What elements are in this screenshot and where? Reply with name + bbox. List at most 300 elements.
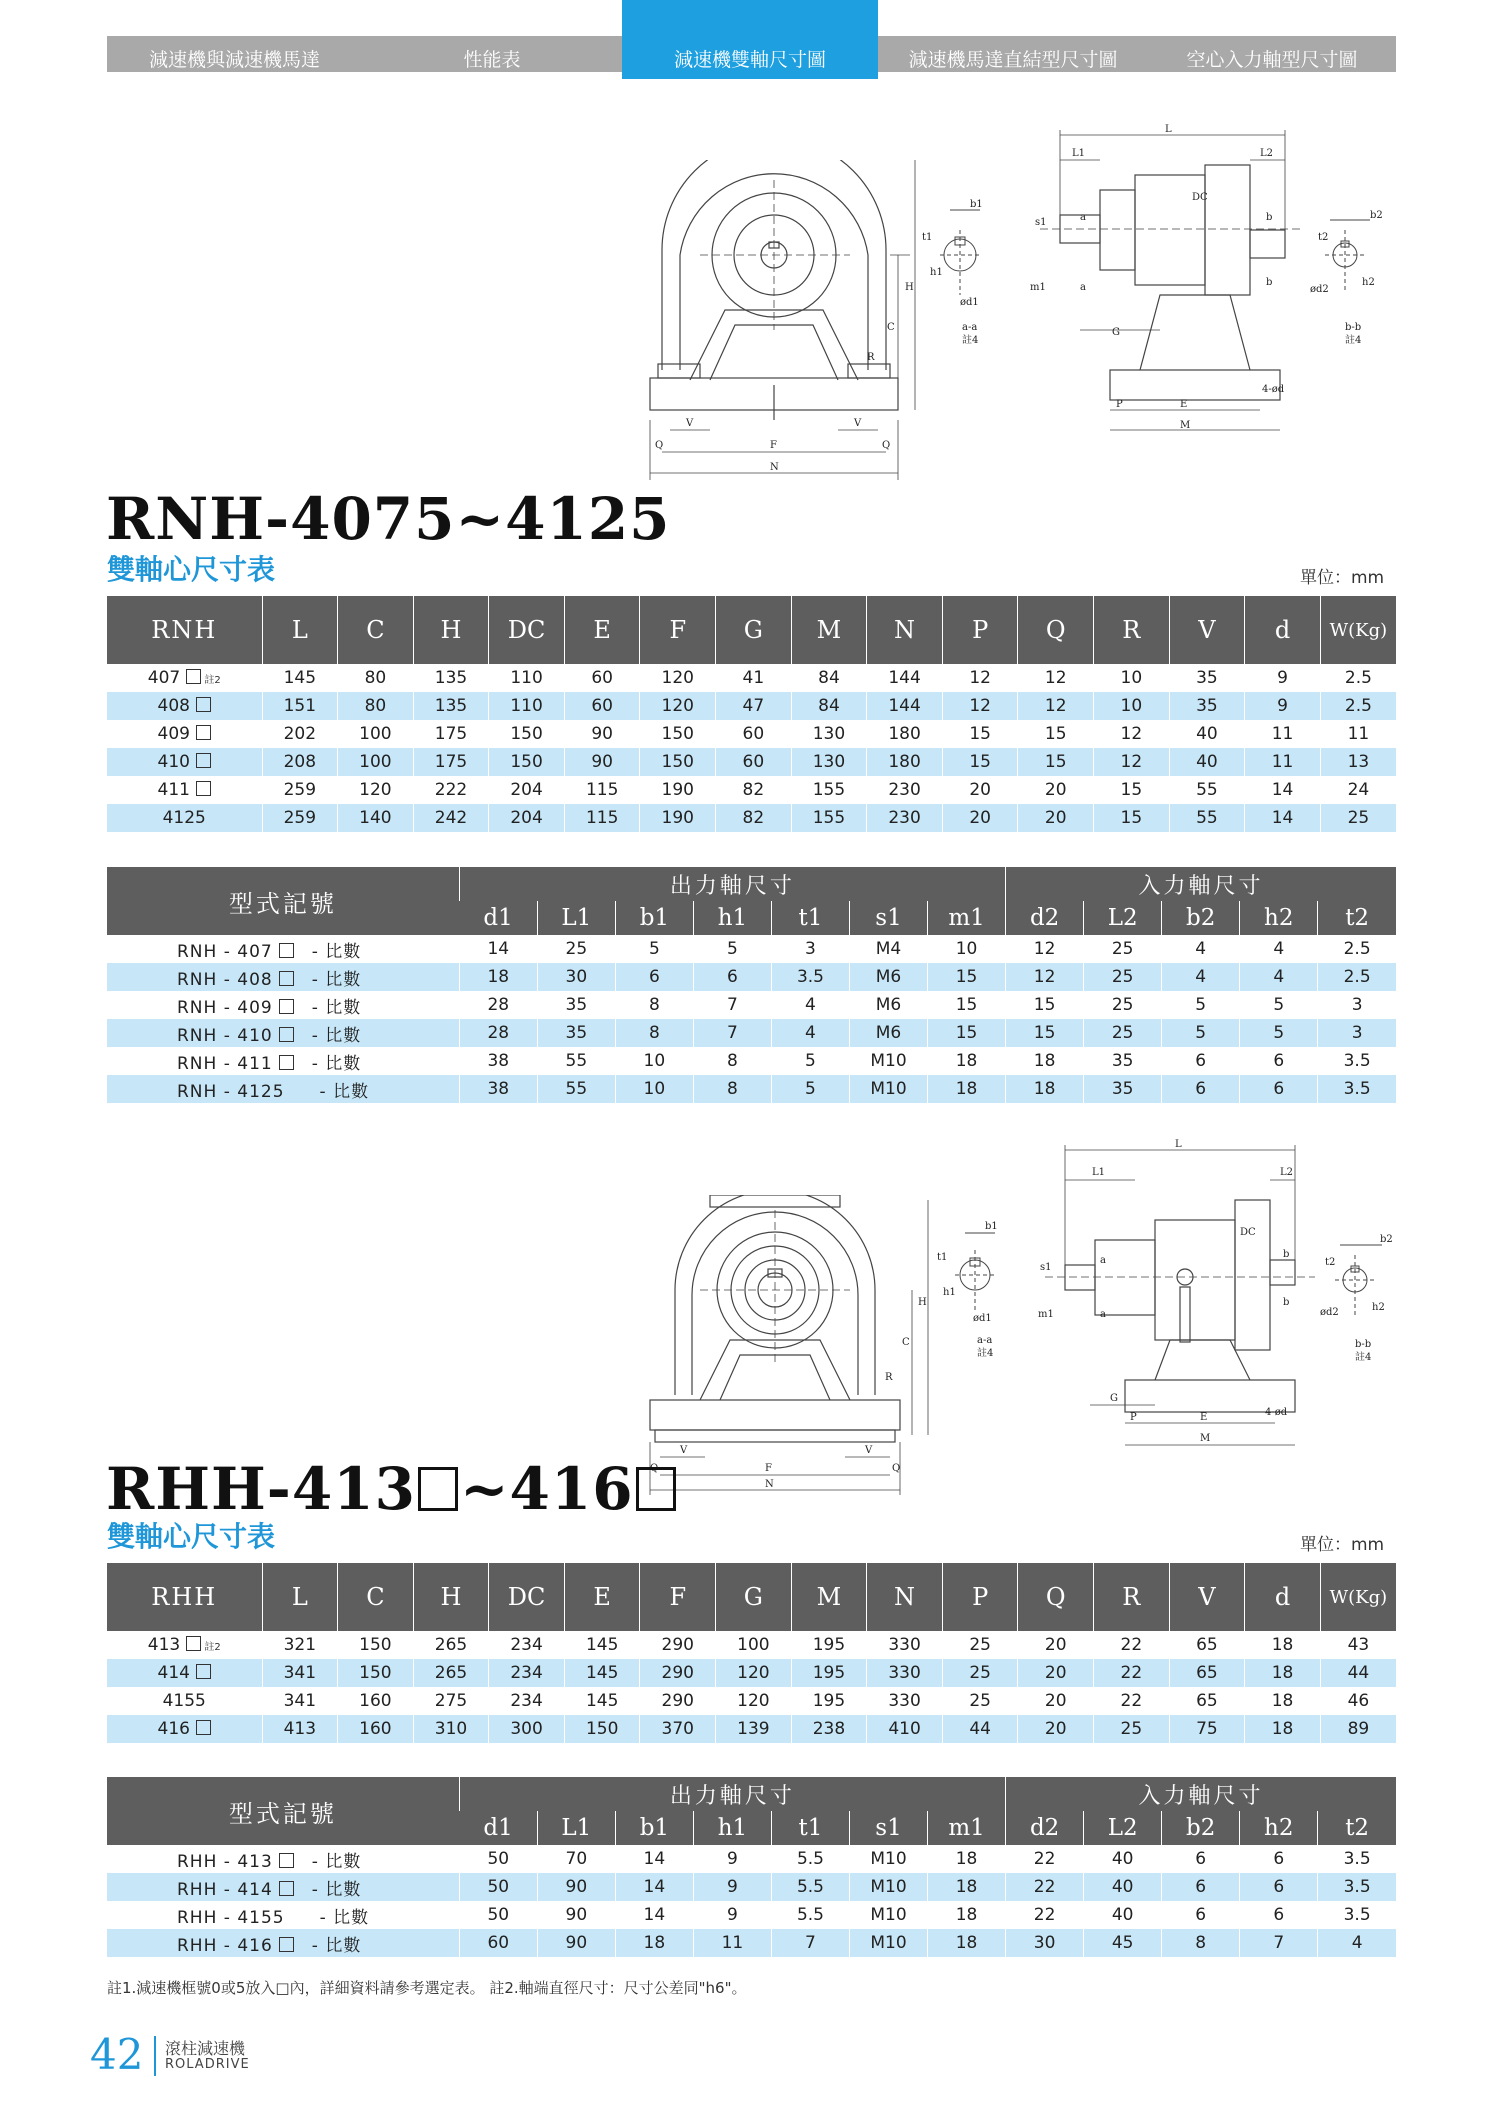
dim-label-b1: b1 (970, 199, 983, 210)
value-cell: 25 (942, 1687, 1018, 1715)
dim-label-v-right: V (854, 418, 862, 429)
column-header: H (413, 1563, 489, 1631)
value-cell: 410 (867, 1715, 943, 1743)
column-header: h1 (693, 1811, 771, 1845)
value-cell: 60 (716, 720, 792, 748)
value-cell: M6 (849, 991, 927, 1019)
note4-aa: 註4 (962, 335, 979, 346)
column-header: m1 (928, 901, 1006, 935)
type-code-suffix: - 比數 (311, 997, 362, 1018)
value-cell: 300 (489, 1715, 565, 1743)
value-cell: 18 (1245, 1659, 1321, 1687)
value-cell: 3.5 (1318, 1845, 1396, 1873)
value-cell: 2.5 (1318, 935, 1396, 963)
value-cell: 259 (262, 776, 338, 804)
dim-label-b-top: b (1266, 212, 1273, 223)
value-cell: 30 (537, 963, 615, 991)
model-cell (107, 1631, 262, 1659)
model-number: 414 (157, 1663, 190, 1683)
value-cell: 47 (716, 692, 792, 720)
value-cell: 35 (537, 991, 615, 1019)
value-cell: 40 (1084, 1845, 1162, 1873)
value-cell: 2.5 (1318, 963, 1396, 991)
value-cell: 160 (338, 1687, 414, 1715)
placeholder-box-icon (279, 1853, 294, 1868)
value-cell: 25 (1084, 963, 1162, 991)
value-cell: 18 (1245, 1631, 1321, 1659)
dim-label-r: R (867, 352, 875, 363)
column-header: V (1169, 596, 1245, 664)
section-label-aa: a-a (977, 1335, 993, 1346)
value-cell: 84 (791, 692, 867, 720)
column-header: P (942, 1563, 1018, 1631)
value-cell: 22 (1006, 1873, 1084, 1901)
value-cell: 190 (640, 776, 716, 804)
value-cell: 12 (1018, 664, 1094, 692)
footnote: 註1.減速機框號0或5放入□內，詳細資料請參考選定表。 註2.軸端直徑尺寸：尺寸公差同"h6"。 (107, 1979, 747, 1997)
value-cell: 40 (1084, 1901, 1162, 1929)
rnh-model-title: RNH-4075~4125 (106, 485, 671, 553)
tab-motor-direct-dimensions[interactable]: 減速機馬達直結型尺寸圖 (908, 49, 1118, 71)
column-header: DC (489, 596, 565, 664)
value-cell: 14 (615, 1873, 693, 1901)
table-row (107, 1715, 1396, 1743)
type-code-prefix: RHH - 413 (177, 1851, 273, 1872)
value-cell: 15 (1006, 991, 1084, 1019)
value-cell: 15 (942, 720, 1018, 748)
value-cell: 6 (615, 963, 693, 991)
value-cell: 370 (640, 1715, 716, 1743)
value-cell: 70 (537, 1845, 615, 1873)
type-code-suffix: - 比數 (311, 1025, 362, 1046)
model-cell (107, 748, 262, 776)
value-cell: 275 (413, 1687, 489, 1715)
value-cell: M10 (849, 1873, 927, 1901)
dim-label-h2: h2 (1372, 1302, 1385, 1313)
dim-label-s1: s1 (1040, 1262, 1052, 1273)
value-cell: 46 (1320, 1687, 1396, 1715)
type-code-suffix: - 比數 (311, 1851, 362, 1872)
value-cell: 130 (791, 720, 867, 748)
model-number: 411 (157, 780, 190, 800)
type-code-prefix: RHH - 416 (177, 1935, 273, 1956)
model-number: 4155 (162, 1691, 206, 1711)
column-header: L2 (1084, 1811, 1162, 1845)
table-row (107, 748, 1396, 776)
column-header: t1 (771, 901, 849, 935)
value-cell: 55 (537, 1075, 615, 1103)
model-cell (107, 720, 262, 748)
column-header: R (1094, 596, 1170, 664)
column-header: E (564, 596, 640, 664)
column-header: N (867, 596, 943, 664)
table-row (107, 720, 1396, 748)
value-cell: 25 (1320, 804, 1396, 832)
table-group-header-row (107, 1777, 1396, 1811)
value-cell: 60 (716, 748, 792, 776)
placeholder-box-icon (196, 781, 211, 796)
value-cell: 35 (537, 1019, 615, 1047)
value-cell: 15 (1094, 776, 1170, 804)
dim-label-a-top: a (1080, 212, 1086, 223)
value-cell: 25 (942, 1659, 1018, 1687)
table-row (107, 991, 1396, 1019)
value-cell: 175 (413, 748, 489, 776)
value-cell: 4 (1162, 963, 1240, 991)
value-cell: 6 (1162, 1873, 1240, 1901)
rhh-dimension-table (107, 1563, 1396, 1743)
rhh-title-prefix: RHH-413 (106, 1455, 416, 1523)
model-number: 410 (157, 752, 190, 772)
value-cell: 55 (537, 1047, 615, 1075)
value-cell: 20 (1018, 1659, 1094, 1687)
value-cell: 35 (1084, 1047, 1162, 1075)
value-cell: 341 (262, 1659, 338, 1687)
value-cell: 90 (537, 1901, 615, 1929)
placeholder-box-icon (279, 971, 294, 986)
section-label-bb: b-b (1355, 1339, 1372, 1350)
type-code-cell (107, 1929, 459, 1957)
value-cell: 18 (928, 1873, 1006, 1901)
value-cell: 35 (1084, 1075, 1162, 1103)
dim-label-q-left: Q (650, 1463, 659, 1474)
model-cell (107, 804, 262, 832)
value-cell: 20 (1018, 804, 1094, 832)
output-shaft-header: 出力軸尺寸 (459, 1777, 1005, 1811)
value-cell: 5 (771, 1075, 849, 1103)
value-cell: 330 (867, 1659, 943, 1687)
table-row (107, 963, 1396, 991)
placeholder-box-icon (279, 1055, 294, 1070)
rhh-shaft-dimension-table (107, 1777, 1396, 1957)
value-cell: M6 (849, 1019, 927, 1047)
placeholder-box-icon (279, 1027, 294, 1042)
value-cell: 7 (1240, 1929, 1318, 1957)
column-header: M (791, 1563, 867, 1631)
column-header: h2 (1240, 1811, 1318, 1845)
column-header: b1 (615, 1811, 693, 1845)
value-cell: 84 (791, 664, 867, 692)
value-cell: 5 (1240, 991, 1318, 1019)
dim-label-v-left: V (686, 418, 694, 429)
model-number: 407 (147, 668, 181, 688)
value-cell: 11 (1320, 720, 1396, 748)
value-cell: 238 (791, 1715, 867, 1743)
dim-label-n: N (770, 462, 779, 473)
value-cell: 7 (771, 1929, 849, 1957)
value-cell: 38 (459, 1047, 537, 1075)
value-cell: 12 (1094, 720, 1170, 748)
value-cell: 110 (489, 664, 565, 692)
value-cell: 6 (1240, 1901, 1318, 1929)
value-cell: 130 (791, 748, 867, 776)
dim-label-dc: DC (1240, 1227, 1256, 1238)
value-cell: 20 (1018, 776, 1094, 804)
placeholder-box-icon (196, 1720, 211, 1735)
value-cell: 265 (413, 1631, 489, 1659)
table-header-row (107, 596, 1396, 664)
tab-reducer-and-motor[interactable]: 減速機與減速機馬達 (148, 49, 320, 71)
value-cell: 8 (693, 1047, 771, 1075)
value-cell: 15 (1018, 720, 1094, 748)
type-code-suffix: - 比數 (311, 941, 362, 962)
value-cell: 15 (942, 748, 1018, 776)
value-cell: 11 (1245, 748, 1321, 776)
value-cell: 18 (928, 1075, 1006, 1103)
model-cell (107, 776, 262, 804)
value-cell: 145 (564, 1631, 640, 1659)
value-cell: 330 (867, 1631, 943, 1659)
column-header: Q (1018, 1563, 1094, 1631)
value-cell: 120 (640, 664, 716, 692)
value-cell: 195 (791, 1659, 867, 1687)
column-header: t2 (1318, 901, 1396, 935)
value-cell: 265 (413, 1659, 489, 1687)
value-cell: 120 (338, 776, 414, 804)
dim-label-s1: s1 (1035, 217, 1047, 228)
table-row (107, 776, 1396, 804)
note4-aa: 註4 (977, 1348, 994, 1359)
dim-label-m: M (1200, 1433, 1211, 1444)
column-header: V (1169, 1563, 1245, 1631)
value-cell: 155 (791, 804, 867, 832)
value-cell: 18 (928, 1047, 1006, 1075)
value-cell: 4 (771, 1019, 849, 1047)
value-cell: 40 (1169, 748, 1245, 776)
value-cell: 18 (1245, 1687, 1321, 1715)
dim-label-h2: h2 (1362, 277, 1375, 288)
value-cell: 65 (1169, 1687, 1245, 1715)
value-cell: 6 (1162, 1075, 1240, 1103)
value-cell: 341 (262, 1687, 338, 1715)
value-cell: 3.5 (1318, 1901, 1396, 1929)
dim-label-a-bottom: a (1080, 282, 1086, 293)
value-cell: 82 (716, 776, 792, 804)
value-cell: 100 (338, 748, 414, 776)
table-row (107, 1019, 1396, 1047)
dim-label-q-right: Q (882, 440, 891, 451)
dim-label-l: L (1165, 124, 1172, 135)
value-cell: 20 (1018, 1715, 1094, 1743)
value-cell: 7 (693, 1019, 771, 1047)
value-cell: 151 (262, 692, 338, 720)
value-cell: 11 (693, 1929, 771, 1957)
rhh-side-view-drawing (1030, 1135, 1315, 1455)
dim-label-b2: b2 (1370, 210, 1383, 221)
dim-label-h: H (918, 1297, 927, 1308)
value-cell: 2.5 (1320, 692, 1396, 720)
note4-bb: 註4 (1345, 335, 1362, 346)
placeholder-box-icon (279, 1937, 294, 1952)
value-cell: 75 (1169, 1715, 1245, 1743)
rnh-subtitle: 雙軸心尺寸表 (107, 553, 276, 586)
value-cell: 9 (693, 1873, 771, 1901)
type-code-prefix: RNH - 4125 (177, 1081, 285, 1102)
value-cell: 28 (459, 991, 537, 1019)
type-code-prefix: RNH - 407 (177, 941, 273, 962)
value-cell: 234 (489, 1659, 565, 1687)
value-cell: 5 (1162, 1019, 1240, 1047)
value-cell: 150 (489, 748, 565, 776)
note4-bb: 註4 (1355, 1352, 1372, 1363)
dim-label-c: C (887, 322, 895, 333)
value-cell: 150 (640, 720, 716, 748)
rhh-shaft-section-aa (935, 1215, 1015, 1365)
column-header: h2 (1240, 901, 1318, 935)
table-row (107, 1901, 1396, 1929)
type-code-cell (107, 963, 459, 991)
table-row (107, 1047, 1396, 1075)
rhh-title-mid: ~416 (459, 1455, 634, 1523)
dim-label-t1: t1 (922, 232, 933, 243)
value-cell: 190 (640, 804, 716, 832)
value-cell: 14 (615, 1845, 693, 1873)
dim-label-e: E (1200, 1412, 1208, 1423)
value-cell: 65 (1169, 1631, 1245, 1659)
value-cell: 18 (928, 1929, 1006, 1957)
value-cell: 80 (338, 692, 414, 720)
dim-label-d1: ød1 (960, 297, 979, 308)
value-cell: 22 (1094, 1659, 1170, 1687)
column-header: W(Kg) (1320, 1563, 1396, 1631)
note-marker: 註2 (201, 675, 221, 686)
placeholder-box-icon (186, 1636, 201, 1651)
value-cell: 135 (413, 664, 489, 692)
tab-hollow-shaft-dimensions[interactable]: 空心入力軸型尺寸圖 (1186, 49, 1358, 71)
value-cell: 80 (338, 664, 414, 692)
type-code-header: 型式記號 (107, 867, 459, 935)
value-cell: 11 (1245, 720, 1321, 748)
value-cell: 8 (1162, 1929, 1240, 1957)
tab-double-shaft-dimensions[interactable]: 減速機雙軸尺寸圖 (622, 0, 878, 79)
value-cell: 15 (1094, 804, 1170, 832)
model-cell (107, 1715, 262, 1743)
tab-performance[interactable]: 性能表 (463, 49, 521, 71)
value-cell: 40 (1084, 1873, 1162, 1901)
table-row (107, 804, 1396, 832)
value-cell: 144 (867, 664, 943, 692)
value-cell: 234 (489, 1631, 565, 1659)
value-cell: 120 (716, 1687, 792, 1715)
value-cell: 38 (459, 1075, 537, 1103)
placeholder-box-icon (196, 725, 211, 740)
value-cell: 195 (791, 1631, 867, 1659)
value-cell: 4 (1240, 935, 1318, 963)
value-cell: 7 (693, 991, 771, 1019)
value-cell: 14 (615, 1901, 693, 1929)
placeholder-box-icon (196, 753, 211, 768)
value-cell: 5 (693, 935, 771, 963)
placeholder-box-icon (279, 999, 294, 1014)
value-cell: 100 (338, 720, 414, 748)
value-cell: 204 (489, 776, 565, 804)
dim-label-t2: t2 (1325, 1257, 1336, 1268)
section-label-aa: a-a (962, 322, 978, 333)
value-cell: 25 (942, 1631, 1018, 1659)
value-cell: 150 (489, 720, 565, 748)
type-code-suffix: - 比數 (311, 1935, 362, 1956)
value-cell: 180 (867, 720, 943, 748)
type-code-suffix: - 比數 (311, 1879, 362, 1900)
value-cell: 100 (716, 1631, 792, 1659)
value-cell: 150 (338, 1631, 414, 1659)
type-code-suffix: - 比數 (311, 1053, 362, 1074)
value-cell: 290 (640, 1631, 716, 1659)
value-cell: 22 (1006, 1845, 1084, 1873)
model-number: 409 (157, 724, 190, 744)
value-cell: 20 (1018, 1631, 1094, 1659)
column-header: R (1094, 1563, 1170, 1631)
value-cell: 230 (867, 804, 943, 832)
value-cell: 120 (716, 1659, 792, 1687)
value-cell: 3.5 (1318, 1047, 1396, 1075)
dim-label-n: N (765, 1479, 774, 1490)
dim-label-b-bottom: b (1266, 277, 1273, 288)
value-cell: 40 (1169, 720, 1245, 748)
value-cell: 15 (1006, 1019, 1084, 1047)
table-row (107, 1873, 1396, 1901)
column-header: RHH (107, 1563, 262, 1631)
column-header: s1 (849, 901, 927, 935)
model-number: 413 (147, 1635, 181, 1655)
dim-label-m1: m1 (1038, 1309, 1054, 1320)
value-cell: 139 (716, 1715, 792, 1743)
value-cell: 4 (1318, 1929, 1396, 1957)
value-cell: 18 (615, 1929, 693, 1957)
value-cell: 35 (1169, 692, 1245, 720)
value-cell: 18 (928, 1845, 1006, 1873)
type-code-suffix: - 比數 (319, 1081, 370, 1102)
column-header: C (338, 1563, 414, 1631)
type-code-cell (107, 1873, 459, 1901)
placeholder-box-icon (636, 1467, 676, 1511)
value-cell: 15 (928, 1019, 1006, 1047)
value-cell: 290 (640, 1659, 716, 1687)
value-cell: 208 (262, 748, 338, 776)
column-header: d (1245, 1563, 1321, 1631)
dim-label-t1: t1 (937, 1252, 948, 1263)
value-cell: 175 (413, 720, 489, 748)
value-cell: 9 (1245, 664, 1321, 692)
value-cell: 4 (1162, 935, 1240, 963)
value-cell: 82 (716, 804, 792, 832)
rnh-shaft-dimension-table (107, 867, 1396, 1103)
type-code-cell (107, 935, 459, 963)
table-row (107, 1075, 1396, 1103)
column-header: M (791, 596, 867, 664)
dim-label-m: M (1180, 420, 1191, 431)
value-cell: 321 (262, 1631, 338, 1659)
dim-label-d1: ød1 (973, 1313, 992, 1324)
dim-label-holes: 4-ød (1262, 384, 1285, 395)
value-cell: 3.5 (1318, 1873, 1396, 1901)
rnh-unit-label: 單位：mm (1300, 568, 1385, 588)
column-header: m1 (928, 1811, 1006, 1845)
type-code-cell (107, 1075, 459, 1103)
value-cell: 135 (413, 692, 489, 720)
column-header: d1 (459, 901, 537, 935)
column-header: t1 (771, 1811, 849, 1845)
value-cell: 24 (1320, 776, 1396, 804)
type-code-cell (107, 1901, 459, 1929)
value-cell: 8 (693, 1075, 771, 1103)
column-header: N (867, 1563, 943, 1631)
table-row (107, 692, 1396, 720)
dim-label-t2: t2 (1318, 232, 1329, 243)
column-header: b2 (1162, 901, 1240, 935)
model-number: 408 (157, 696, 190, 716)
rnh-shaft-section-aa (920, 195, 1000, 355)
